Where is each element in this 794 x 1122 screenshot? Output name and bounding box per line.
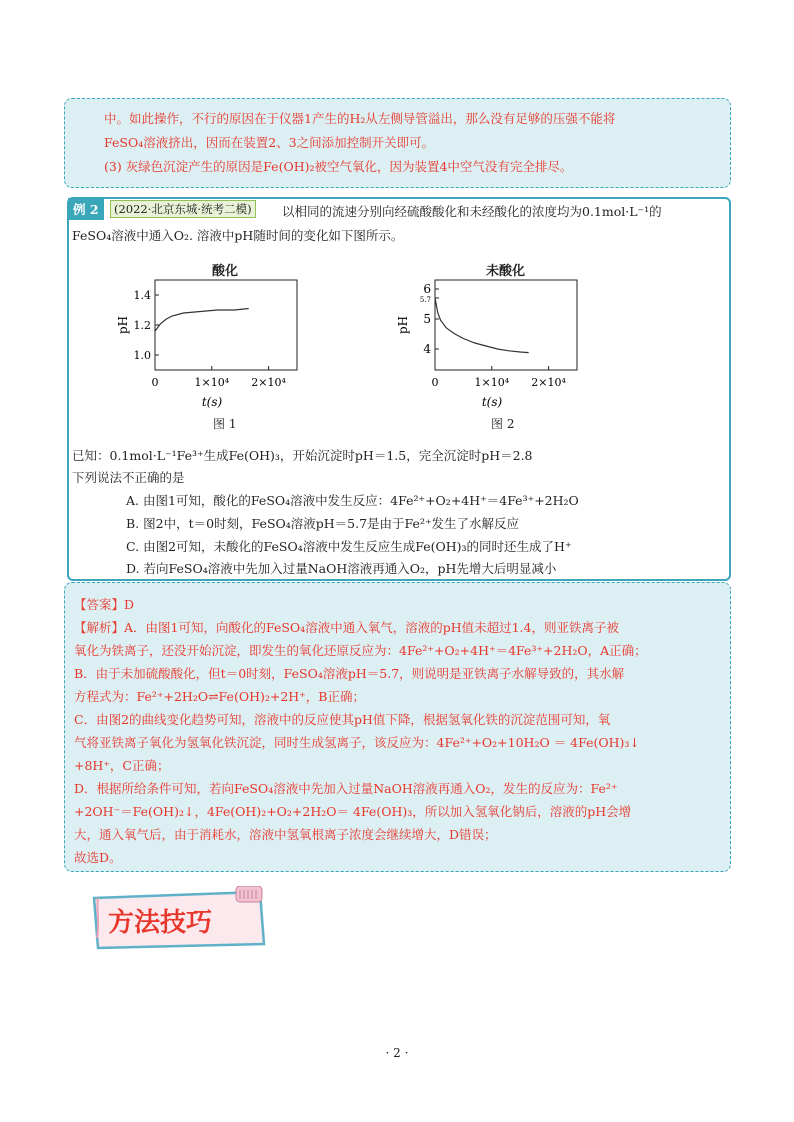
analysis-line-7: +8H⁺，C正确； [74, 758, 170, 773]
prev-answer-line-2: FeSO₄溶液挤出，因而在装置2、3之间添加控制开关即可。 [104, 135, 435, 150]
chart-1 [100, 275, 340, 410]
analysis-line-1: 【解析】A．由图1可知，向酸化的FeSO₄溶液中通入氧气，溶液的pH值未超过1.4，则亚铁离子被 [74, 620, 619, 635]
x-axis-label: t(s) [201, 395, 223, 409]
plot-frame [435, 280, 577, 370]
example-tag: 例 2 [68, 198, 104, 220]
x-tick-label: 1×10⁴ [474, 376, 510, 389]
option-c: C. 由图2可知，未酸化的FeSO₄溶液中发生反应生成Fe(OH)₃的同时还生成了H⁺ [126, 539, 572, 554]
known-condition: 已知：0.1mol·L⁻¹Fe³⁺生成Fe(OH)₃，开始沉淀时pH＝1.5，完全沉淀时pH＝2.8 [72, 448, 533, 463]
section-title: 方法技巧 [108, 908, 213, 938]
x-tick-label: 0 [431, 376, 439, 389]
analysis-line-3: B．由于未加硫酸酸化，但t＝0时刻，FeSO₄溶液pH＝5.7，则说明是亚铁离子水解导致的，其水解 [74, 666, 625, 681]
question-stem-2: FeSO₄溶液中通入O₂. 溶液中pH随时间的变化如下图所示。 [72, 228, 404, 243]
question-prompt: 下列说法不正确的是 [72, 470, 185, 485]
y-tick-label: 6 [423, 282, 431, 296]
x-tick-label: 2×10⁴ [531, 376, 566, 389]
analysis-line-10: 大，通入氧气后，由于消耗水，溶液中氢氧根离子浓度会继续增大，D错误； [74, 827, 497, 842]
analysis-line-5: C．由图2的曲线变化趋势可知，溶液中的反应使其pH值下降，根据氢氧化铁的沉淀范围可知，氧 [74, 712, 611, 727]
x-tick-label: 0 [151, 376, 159, 389]
analysis-line-2: 氧化为铁离子，还没开始沉淀，即发生的氧化还原反应为：4Fe²⁺+O₂+4H⁺＝4Fe³⁺+2H₂O，A正确； [74, 643, 647, 658]
analysis-line-8: D．根据所给条件可知，若向FeSO₄溶液中先加入过量NaOH溶液再通入O₂，发生的反应为：Fe²⁺ [74, 781, 618, 796]
y-axis-label: pH [116, 315, 130, 335]
chart2-title: 未酸化 [486, 264, 526, 279]
answer-label: 【答案】D [74, 597, 135, 612]
option-b: B. 图2中，t＝0时刻，FeSO₄溶液pH＝5.7是由于Fe²⁺发生了水解反应 [126, 516, 520, 531]
chart1-title: 酸化 [212, 264, 239, 279]
figure-1-caption: 图 1 [213, 417, 237, 431]
y-tick-label: 4 [423, 342, 431, 356]
analysis-line-11: 故选D。 [74, 850, 122, 865]
x-tick-label: 1×10⁴ [194, 376, 230, 389]
prev-answer-line-3: (3) 灰绿色沉淀产生的原因是Fe(OH)₂被空气氧化，因为装置4中空气没有完全排尽。 [104, 159, 573, 174]
prev-answer-line-1: 中。如此操作，不行的原因在于仪器1产生的H₂从左侧导管溢出，那么没有足够的压强不能将 [104, 111, 616, 126]
option-a: A. 由图1可知，酸化的FeSO₄溶液中发生反应：4Fe²⁺+O₂+4H⁺＝4Fe³⁺+2H₂O [126, 493, 579, 508]
x-axis-label: t(s) [481, 395, 503, 409]
page-number: · 2 · [385, 1046, 409, 1060]
analysis-line-6: 气将亚铁离子氧化为氢氧化铁沉淀，同时生成氢离子，该反应为：4Fe²⁺+O₂+10H₂O ＝ 4Fe(OH)₃↓ [74, 735, 640, 750]
chart-2 [380, 275, 620, 410]
plot-frame [155, 280, 297, 370]
binder-clip-icon [236, 886, 262, 902]
y-tick-label: 1.2 [133, 319, 151, 332]
y-tick-label: 1.0 [133, 349, 151, 362]
question-stem-1: 以相同的流速分别向经硫酸酸化和未经酸化的浓度均为0.1mol·L⁻¹的 [282, 204, 662, 219]
question-source: (2022·北京东城·统考二模) [110, 200, 256, 218]
y-tick-label: 5 [423, 312, 431, 326]
y-tick-label: 1.4 [133, 289, 151, 302]
analysis-line-9: +2OH⁻＝Fe(OH)₂↓，4Fe(OH)₂+O₂+2H₂O＝ 4Fe(OH)₃，所以加入氢氧化钠后，溶液的pH会增 [74, 804, 632, 819]
series-line [155, 309, 249, 332]
x-tick-label: 2×10⁴ [251, 376, 286, 389]
analysis-line-4: 方程式为：Fe²⁺+2H₂O⇌Fe(OH)₂+2H⁺，B正确； [74, 689, 365, 704]
option-d: D. 若向FeSO₄溶液中先加入过量NaOH溶液再通入O₂，pH先增大后明显减小 [126, 561, 557, 576]
section-banner [88, 886, 276, 952]
figure-2-caption: 图 2 [491, 417, 515, 431]
y-axis-label: pH [396, 315, 410, 335]
y-tick-label: 5.7 [419, 296, 431, 304]
series-line [435, 298, 529, 353]
